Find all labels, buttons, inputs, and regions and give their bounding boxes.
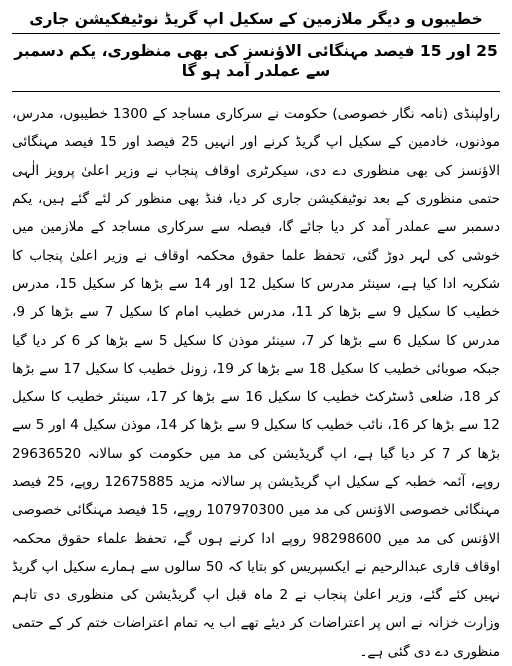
headline-divider-bottom (12, 91, 500, 92)
article-body: راولپنڈی (نامہ نگار خصوصی) حکومت نے سرکاری مساجد کے 1300 خطیبوں، مدرس، موذنوں، خادمین کے سکیل اپ گریڈ کرنے اور انہیں 25 فیصد اور 15 فیصد مہنگائی الاؤنسز کی بھی منظوری دے دی، سیکرٹری اوقاف پنجاب نے وزیر اعلیٰ پرویز الٰہی حتمی منظوری کے بعد نوٹیفکیشن جاری کر دیا، فنڈ بھی منظور کر لئے گئے ہیں، یکم دسمبر سے عملدر آمد کر دیا جائے گا، فیصلہ سے سرکاری مساجد کے ملازمین میں خوشی کی لہر دوڑ گئی، تحفظ علما حقوق محکمہ اوقاف نے وزیر اعلیٰ پنجاب کا شکریہ ادا کیا ہے، سینئر مدرس کا سکیل 12 اور 14 سے بڑھا کر سکیل 15، مدرس خطیب کا سکیل 9 سے بڑھا کر 11، مدرس خطیب امام کا سکیل 7 سے بڑھا کر 9، مدرس کا سکیل 6 سے بڑھا کر 7، سینئر موذن کا سکیل 5 سے بڑھا کر 6 کر دیا گیا جبکہ صوبائی خطیب کا سکیل 18 سے بڑھا کر 19، زونل خطیب کا سکیل 17 سے بڑھا کر 18، ضلعی ڈسٹرکٹ خطیب کا سکیل 16 سے بڑھا کر 17، سینئر خطیب کا سکیل 12 سے بڑھا کر 16، نائب خطیب کا سکیل 9 سے بڑھا کر 14، موذن سکیل 4 اور 5 سے بڑھا کر 7 کر دیا گیا ہے، اپ گریڈیشن کی مد میں حکومت کو سالانہ 29636520 روپے، آئمہ خطبہ کے سکیل اپ گریڈیشن پر سالانہ مزید 12675885 روپے، 25 فیصد مہنگائی خصوصی الاؤنس کی مد میں 107970300 روپے، 15 فیصد مہنگائی خصوصی الاؤنس کی مد میں 98298600 روپے ادا کرنے ہوں گے، تحفظ علماء حقوق محکمہ اوقاف قاری عبدالرحیم نے ایکسپریس کو بتایا کہ 50 سالوں سے ہمارے سکیل اپ گریڈ نہیں کئے گئے، وزیر اعلیٰ پنجاب نے 2 ماہ قبل اپ گریڈیشن کی منظوری دی تاہم وزارت خزانہ نے اس پر اعتراضات کر دیئے تھے اب یہ تمام اعتراضات ختم کر کے حتمی منظوری دے دی گئی ہے۔ (12, 106, 500, 660)
headline-divider-top (12, 33, 500, 34)
headline: خطیبوں و دیگر ملازمین کے سکیل اپ گریڈ نوٹیفکیشن جاری (29, 10, 483, 28)
subheadline: 25 اور 15 فیصد مہنگائی الاؤنسز کی بھی منظوری، یکم دسمبر سے عملدر آمد ہو گا (14, 42, 498, 80)
